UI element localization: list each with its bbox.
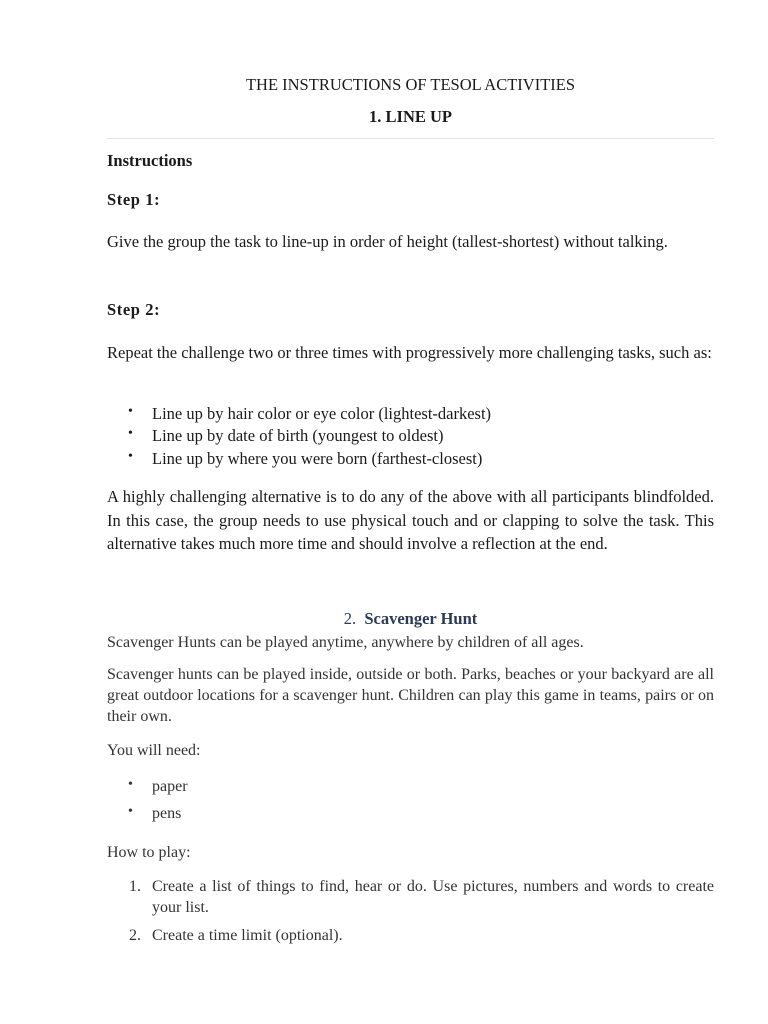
line-up-options-list	[107, 403, 714, 470]
instructions-label: Instructions	[107, 151, 193, 170]
list-item: • paper	[107, 776, 714, 798]
step2-label: Step 2:	[107, 300, 161, 319]
section2-title: Scavenger Hunt	[364, 609, 478, 628]
section2-number: 2.	[343, 609, 357, 628]
step1-text: Give the group the task to line-up in order of height (tallest-shortest) without talking.	[107, 232, 668, 251]
list-item: • pens	[107, 803, 714, 825]
section1-heading: 1. LINE UP	[369, 107, 452, 126]
list-item	[107, 925, 714, 946]
alternative-paragraph: A highly challenging alternative is to do any of the above with all participants blindfolded. In this case, the group needs to use physical touch and or clapping to solve the task. This alternative takes much more time and should involve a reflection at the end.	[107, 487, 714, 553]
step-text: Create a time limit (optional).	[152, 927, 343, 944]
need-label: You will need:	[107, 742, 201, 759]
step1-label: Step 1:	[107, 190, 161, 209]
howto-steps-list	[107, 876, 714, 946]
section2-heading	[107, 608, 714, 630]
divider	[107, 138, 714, 139]
howto-label: How to play:	[107, 844, 191, 861]
step-number: 2.	[129, 927, 141, 944]
document-page	[107, 0, 714, 1024]
section2-intro: Scavenger Hunts can be played anytime, anywhere by children of all ages.	[107, 634, 584, 651]
document-title: THE INSTRUCTIONS OF TESOL ACTIVITIES	[245, 75, 576, 94]
step-number: 1.	[129, 878, 141, 895]
list-item: • Line up by where you were born (farthest-closest)	[107, 448, 714, 470]
section2-paragraph: Scavenger hunts can be played inside, outside or both. Parks, beaches or your backyard are all great outdoor locations for a scavenger hunt. Children can play this game in teams, pairs or on their own.	[107, 666, 714, 725]
list-item: • Line up by date of birth (youngest to oldest)	[107, 425, 714, 447]
list-item: • Line up by hair color or eye color (lightest-darkest)	[107, 403, 714, 425]
materials-list	[107, 776, 714, 824]
list-item	[107, 876, 714, 918]
step2-text: Repeat the challenge two or three times with progressively more challenging tasks, such as:	[107, 343, 712, 362]
step-text: Create a list of things to find, hear or do. Use pictures, numbers and words to create your list.	[152, 878, 714, 916]
